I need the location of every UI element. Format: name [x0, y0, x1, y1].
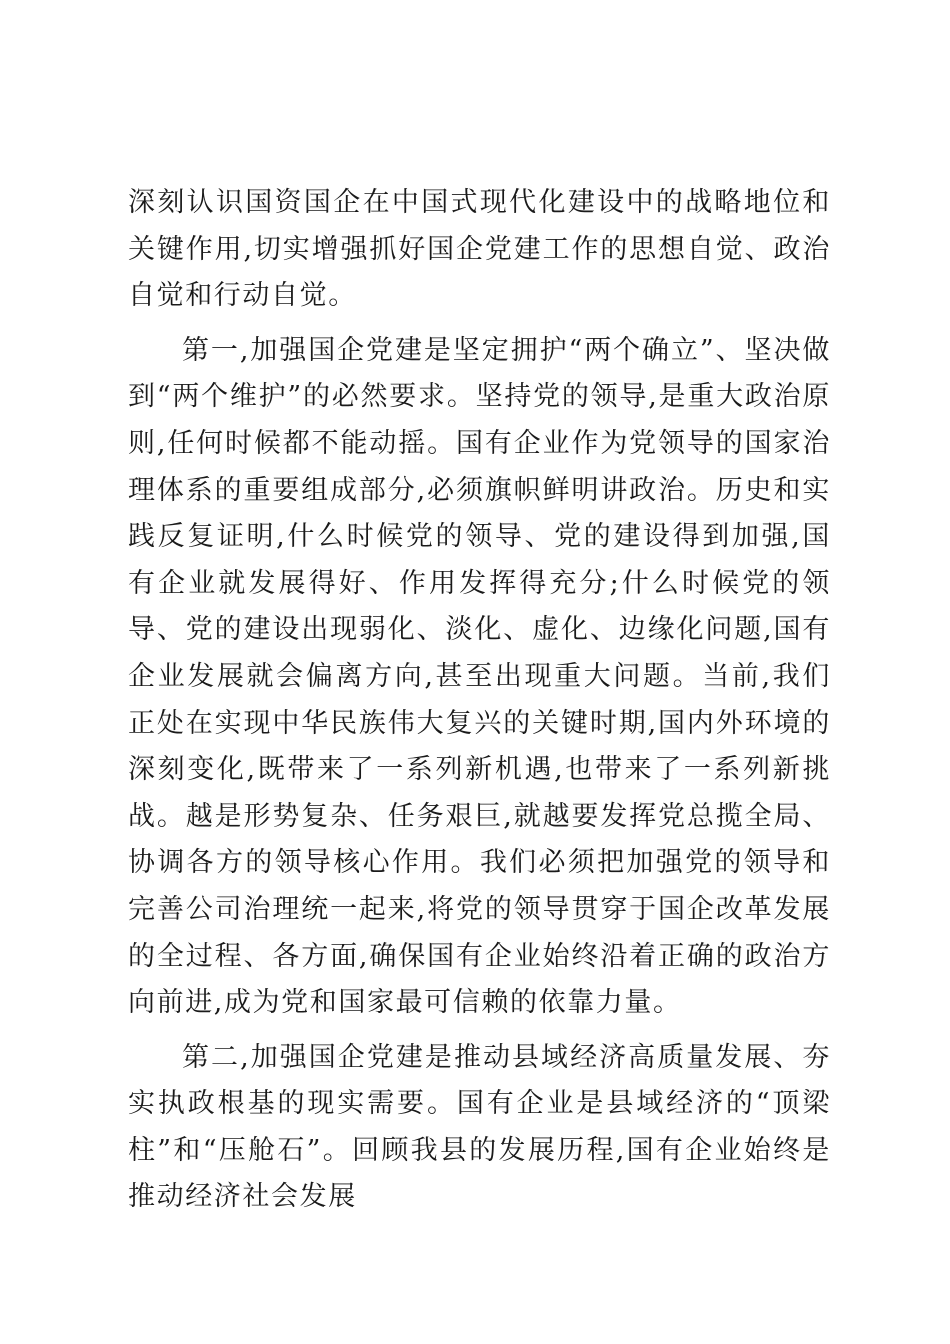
paragraph-first-point: 第一,加强国企党建是坚定拥护“两个确立”、坚决做到“两个维护”的必然要求。坚持党的领导,是重大政治原则,任何时候都不能动摇。国有企业作为党领导的国家治理体系的重要组成部分,必须旗帜鲜明讲政治。历史和实践反复证明,什么时候党的领导、党的建设得到加强,国有企业就发展得好、作用发挥得充分;什么时候党的领导、党的建设出现弱化、淡化、虚化、边缘化问题,国有企业发展就会偏离方向,甚至出现重大问题。当前,我们正处在实现中华民族伟大复兴的关键时期,国内外环境的深刻变化,既带来了一系列新机遇,也带来了一系列新挑战。越是形势复杂、任务艰巨,就越要发挥党总揽全局、协调各方的领导核心作用。我们必须把加强党的领导和完善公司治理统一起来,将党的领导贯穿于国企改革发展的全过程、各方面,确保国有企业始终沿着正确的政治方向前进,成为党和国家最可信赖的依靠力量。 — [128, 334, 831, 1019]
paragraph-second-point: 第二,加强国企党建是推动县域经济高质量发展、夯实执政根基的现实需要。国有企业是县域经济的“顶梁柱”和“压舱石”。回顾我县的发展历程,国有企业始终是推动经济社会发展 — [128, 1041, 831, 1213]
document-body — [128, 180, 831, 1221]
paragraph-continuation: 深刻认识国资国企在中国式现代化建设中的战略地位和关键作用,切实增强抓好国企党建工作的思想自觉、政治自觉和行动自觉。 — [128, 187, 831, 312]
